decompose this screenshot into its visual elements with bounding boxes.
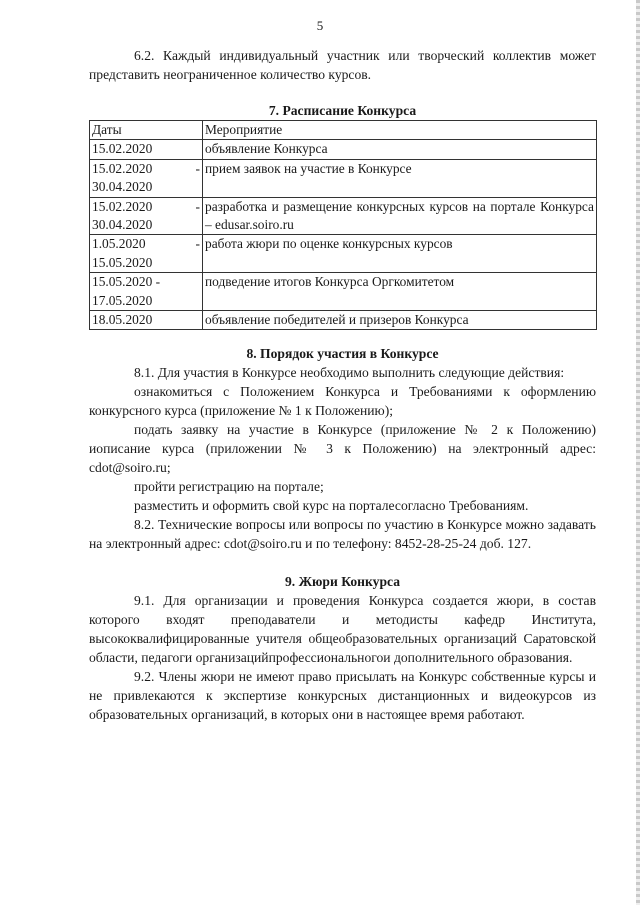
- table-cell-event: объявление победителей и призеров Конкурса: [203, 311, 597, 330]
- date-start: 18.05.2020: [92, 312, 153, 328]
- section-8-heading: 8. Порядок участия в Конкурсе: [246, 346, 439, 362]
- table-row: [90, 159, 597, 197]
- date-end: 15.05.2020: [92, 254, 153, 270]
- table-cell-event: прием заявок на участие в Конкурсе: [203, 159, 597, 197]
- table-cell-event: подведение итогов Конкурса Оргкомитетом: [203, 273, 597, 311]
- table-cell-date: [90, 273, 203, 311]
- date-start: 1.05.2020: [92, 236, 146, 252]
- table-cell-date: [90, 159, 203, 197]
- table-row: [90, 197, 597, 235]
- scan-edge-decoration: [636, 0, 640, 905]
- date-end: 30.04.2020: [92, 179, 153, 195]
- date-start: 15.02.2020: [92, 141, 153, 157]
- date-dash: -: [195, 198, 200, 214]
- table-header-event: Мероприятие: [203, 121, 597, 140]
- table-header-row: [90, 121, 597, 140]
- paragraph-9-2: 9.2. Члены жюри не имеют право присылать на Конкурс собственные курсы и не привлекаются к экспертизе конкурсных дистанционных и видеокурсов из образовательных организаций, в которых они в настоящее время работают.: [89, 669, 596, 723]
- table-row: [90, 273, 597, 311]
- paragraph-6-2: 6.2. Каждый индивидуальный участник или творческий коллектив может представить неограниченное количество курсов.: [89, 48, 596, 82]
- page-number: 5: [316, 18, 324, 33]
- table-cell-event: объявление Конкурса: [203, 140, 597, 159]
- step-3: пройти регистрацию на портале;: [134, 479, 324, 495]
- date-end: 17.05.2020: [92, 292, 153, 308]
- table-row: [90, 140, 597, 159]
- step-2: подать заявку на участие в Конкурсе (приложение № 2 к Положению) иописание курса (приложении № 3 к Положению) на электронный адрес: cdot@soiro.ru;: [89, 422, 596, 476]
- paragraph-8-2: 8.2. Технические вопросы или вопросы по участию в Конкурсе можно задавать на электронный адрес: cdot@soiro.ru и по телефону: 8452-28-25-24 доб. 127.: [89, 517, 596, 552]
- date-start: 15.02.2020: [92, 198, 153, 214]
- date-dash: -: [195, 236, 200, 252]
- date-start: 15.02.2020: [92, 160, 153, 176]
- paragraph-8-1: 8.1. Для участия в Конкурсе необходимо выполнить следующие действия:: [134, 365, 565, 381]
- table-cell-date: [90, 140, 203, 159]
- table-cell-event: разработка и размещение конкурсных курсов на портале Конкурса – edusar.soiro.ru: [203, 197, 597, 235]
- table-row: [90, 235, 597, 273]
- table-cell-date: [90, 235, 203, 273]
- date-start: 15.05.2020 -: [92, 274, 161, 290]
- document-body: [89, 46, 596, 724]
- section-7-heading: 7. Расписание Конкурса: [268, 103, 417, 118]
- table-cell-date: [90, 197, 203, 235]
- table-cell-date: [90, 311, 203, 330]
- schedule-table: [89, 120, 597, 330]
- date-dash: -: [195, 160, 200, 176]
- table-row: [90, 311, 597, 330]
- paragraph-9-1: 9.1. Для организации и проведения Конкурса создается жюри, в состав которого входят преподаватели и методисты кафедр Института, высококвалифицированные учителя общеобразовательных организаций Саратовской области, педагоги организацийпрофессиональногои дополнительного образования.: [89, 593, 596, 666]
- date-end: 30.04.2020: [92, 217, 153, 233]
- table-header-dates: Даты: [90, 121, 203, 140]
- table-cell-event: работа жюри по оценке конкурсных курсов: [203, 235, 597, 273]
- section-9-heading: 9. Жюри Конкурса: [284, 574, 400, 590]
- step-1: ознакомиться с Положением Конкурса и Требованиями к оформлению конкурсного курса (приложение № 1 к Положению);: [89, 384, 596, 419]
- step-4: разместить и оформить свой курс на порталесогласно Требованиям.: [134, 498, 529, 514]
